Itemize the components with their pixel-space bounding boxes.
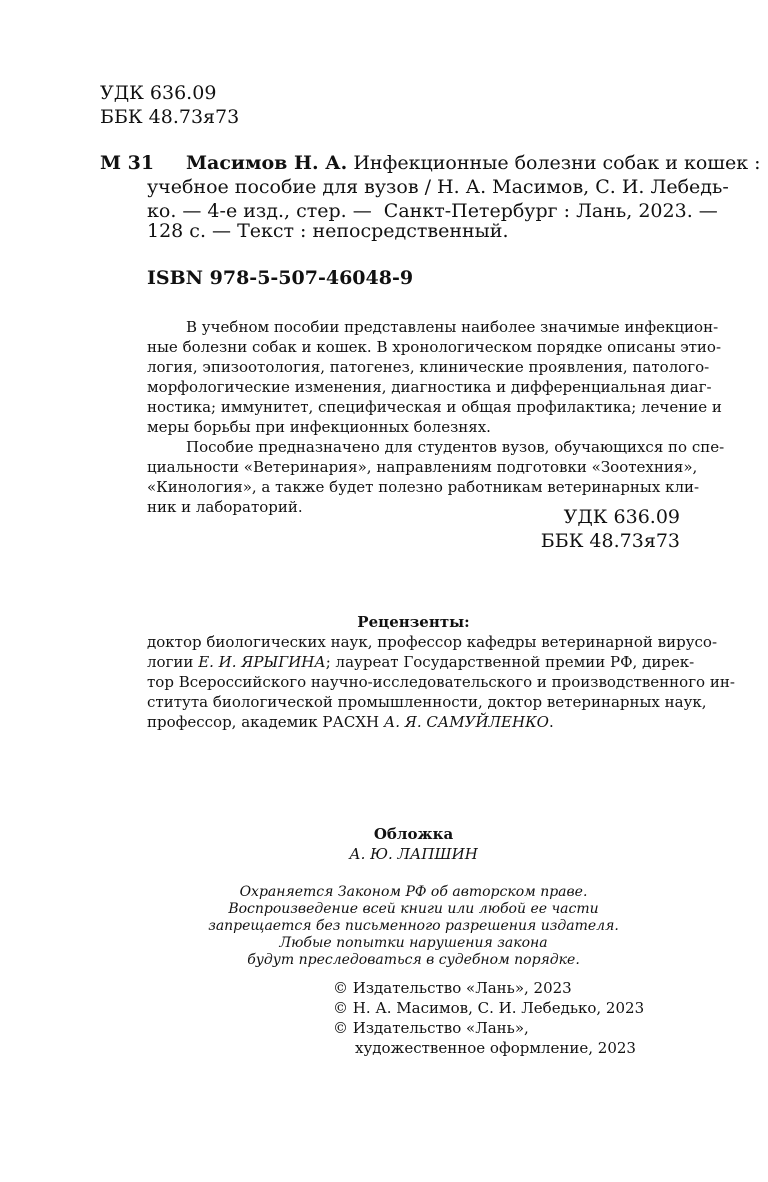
copyright-line-4: художественное оформление, 2023	[355, 1039, 636, 1057]
reviewers-text: ; лауреат Государственной премии РФ, дирек-	[325, 653, 695, 671]
copyright-notice-line-2: Воспроизведение всей книги или любой ее части	[228, 901, 599, 917]
biblio-line-2: учебное пособие для вузов / Н. А. Масимов, С. И. Лебедь-	[147, 176, 729, 198]
abstract-line-4: морфологические изменения, диагностика и дифференциальная диаг-	[147, 378, 712, 396]
abstract-line-6: меры борьбы при инфекционных болезнях.	[147, 418, 491, 436]
cover-artist: А. Ю. ЛАПШИН	[349, 845, 478, 863]
abstract-line-9: «Кинология», а также будет полезно работникам ветеринарных кли-	[147, 478, 700, 496]
copyright-line-2: © Н. А. Масимов, С. И. Лебедько, 2023	[333, 999, 645, 1017]
reviewers-text: профессор, академик РАСХН	[147, 713, 384, 731]
biblio-line-1	[186, 151, 761, 175]
reviewers-line-2	[147, 652, 694, 673]
reviewers-line-1: доктор биологических наук, профессор кафедры ветеринарной вирусо-	[147, 633, 718, 651]
reviewers-line-3: тор Всероссийского научно-исследовательского и производственного ин-	[147, 673, 735, 691]
copyright-notice-line-4: Любые попытки нарушения закона	[279, 935, 548, 951]
reviewers-title: Рецензенты:	[357, 613, 470, 631]
reviewer-name-1: Е. И. ЯРЫГИНА	[198, 653, 326, 671]
abstract-line-1: В учебном пособии представлены наиболее значимые инфекцион-	[186, 318, 719, 336]
abstract-line-2: ные болезни собак и кошек. В хронологическом порядке описаны этио-	[147, 338, 722, 356]
copyright-notice-line-1: Охраняется Законом РФ об авторском праве.	[239, 884, 588, 900]
copyright-line-3: © Издательство «Лань»,	[333, 1019, 529, 1037]
biblio-line-3: ко. — 4-е изд., стер. — Санкт-Петербург : Лань, 2023. —	[147, 200, 718, 222]
abstract-line-7: Пособие предназначено для студентов вузов, обучающихся по спе-	[186, 438, 725, 456]
copyright-notice-line-3: запрещается без письменного разрешения издателя.	[208, 918, 619, 934]
catalog-mark: М 31	[100, 152, 155, 174]
abstract-line-3: логия, эпизоотология, патогенез, клинические проявления, патолого-	[147, 358, 710, 376]
biblio-line-4: 128 с. — Текст : непосредственный.	[147, 220, 509, 242]
reviewer-name-2: А. Я. САМУЙЛЕНКО	[383, 713, 549, 731]
bbk-code-abstract: ББК 48.73я73	[540, 530, 680, 552]
abstract-line-8: циальности «Ветеринария», направлениям подготовки «Зоотехния»,	[147, 458, 698, 476]
abstract-line-10: ник и лабораторий.	[147, 498, 303, 516]
biblio-author: Масимов Н. А.	[186, 152, 348, 174]
udk-code-top: УДК 636.09	[100, 82, 217, 104]
bbk-code-top: ББК 48.73я73	[100, 106, 240, 128]
reviewers-text: .	[548, 713, 554, 731]
biblio-title: Инфекционные болезни собак и кошек :	[353, 152, 761, 174]
reviewers-line-5	[147, 712, 554, 733]
abstract-line-5: ностика; иммунитет, специфическая и общая профилактика; лечение и	[147, 398, 722, 416]
reviewers-line-4: ститута биологической промышленности, доктор ветеринарных наук,	[147, 693, 707, 711]
copyright-line-1: © Издательство «Лань», 2023	[333, 979, 572, 997]
reviewers-text: логии	[147, 653, 199, 671]
isbn: ISBN 978-5-507-46048-9	[147, 267, 414, 289]
copyright-notice-line-5: будут преследоваться в судебном порядке.	[247, 952, 580, 968]
cover-title: Обложка	[373, 825, 454, 843]
udk-code-abstract: УДК 636.09	[563, 506, 680, 528]
